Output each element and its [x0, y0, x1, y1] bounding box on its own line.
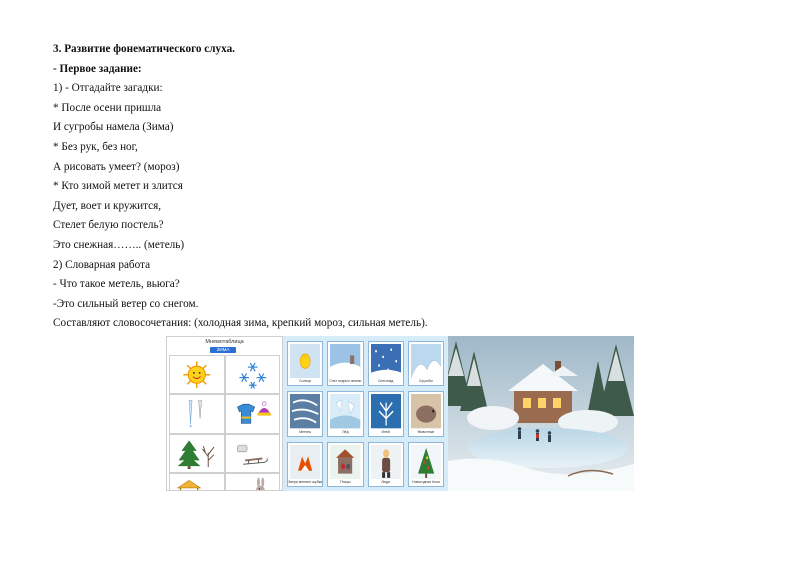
picture-card-caption: Люди [381, 479, 391, 484]
fox-icon [290, 445, 320, 479]
text-line: -Это сильный ветер со снегом. [53, 297, 199, 310]
picture-card-caption: Солнце [298, 379, 312, 384]
picture-card [368, 391, 404, 436]
document-text [53, 40, 753, 334]
text-line: Это снежная…….. (метель) [53, 238, 185, 251]
text-line: Дует, воет и кружится, [53, 199, 162, 212]
text-line: * Кто зимой метет и злится [53, 180, 183, 193]
picture-card [287, 341, 323, 386]
icicles-icon [169, 394, 225, 433]
hare-icon [225, 473, 281, 491]
sled-icon [225, 434, 281, 473]
winter-picture-cards-image [283, 336, 448, 491]
ice-icon [330, 394, 360, 428]
text-line: Стелет белую постель? [53, 219, 164, 232]
sun-icon [290, 344, 320, 378]
picture-card [327, 341, 363, 386]
person-icon [371, 445, 401, 479]
picture-card-caption: Лёд [342, 429, 349, 434]
picture-card [287, 442, 323, 487]
section-heading: 3. Развитие фонематического слуха. [53, 43, 235, 55]
blizzard-icon [290, 394, 320, 428]
picture-card-caption: Животные [417, 429, 435, 434]
picture-card [368, 341, 404, 386]
task-heading: - Первое задание: [53, 62, 142, 75]
mnemonic-table-badge: ЗИМА [210, 347, 236, 353]
winter-landscape-painting [448, 336, 634, 491]
picture-card [287, 391, 323, 436]
picture-card-caption: Снегопад [377, 379, 394, 384]
picture-card-caption: Снег покрыл землю [329, 379, 362, 384]
snowflakes-icon [225, 355, 281, 394]
text-line: 2) Словарная работа [53, 258, 151, 271]
snowdrift-icon [411, 344, 441, 378]
illustrations-row [166, 336, 634, 491]
sun-icon [169, 355, 225, 394]
text-line: И сугробы намела (Зима) [53, 121, 174, 134]
animal-den-icon [411, 394, 441, 428]
picture-card [408, 442, 444, 487]
picture-card-caption: Птицы [340, 479, 351, 484]
picture-card [327, 391, 363, 436]
picture-card-caption: Метель [299, 429, 312, 434]
text-line: - Что такое метель, вьюга? [53, 278, 180, 291]
snowy-ground-icon [330, 344, 360, 378]
picture-card-caption: Новогодняя ёлка [412, 479, 440, 484]
mnemonic-table-title: Мнемотаблица [205, 339, 244, 345]
frost-icon [371, 394, 401, 428]
text-line: Составляют словосочетания: (холодная зима, крепкий мороз, сильная метель). [53, 317, 428, 330]
picture-card-grid [287, 341, 444, 487]
fir-tree-icon [169, 434, 225, 473]
picture-card-caption: Иней [381, 429, 390, 434]
picture-card-caption: Сугробы [418, 379, 433, 384]
picture-card [408, 391, 444, 436]
bird-feeder-icon [330, 445, 360, 479]
picture-card-caption: Звери меняют шубки [288, 479, 323, 484]
mnemonic-grid [169, 355, 280, 488]
winter-clothes-icon [225, 394, 281, 433]
snowfall-icon [371, 344, 401, 378]
text-line: * После осени пришла [53, 101, 162, 114]
christmas-tree-icon [411, 445, 441, 479]
mnemonic-table-image [166, 336, 283, 491]
text-line: 1) - Отгадайте загадки: [53, 82, 163, 95]
text-line: * Без рук, без ног, [53, 140, 138, 153]
picture-card [368, 442, 404, 487]
picture-card [327, 442, 363, 487]
feeder-icon [169, 473, 225, 491]
picture-card [408, 341, 444, 386]
text-line: А рисовать умеет? (мороз) [53, 160, 180, 173]
